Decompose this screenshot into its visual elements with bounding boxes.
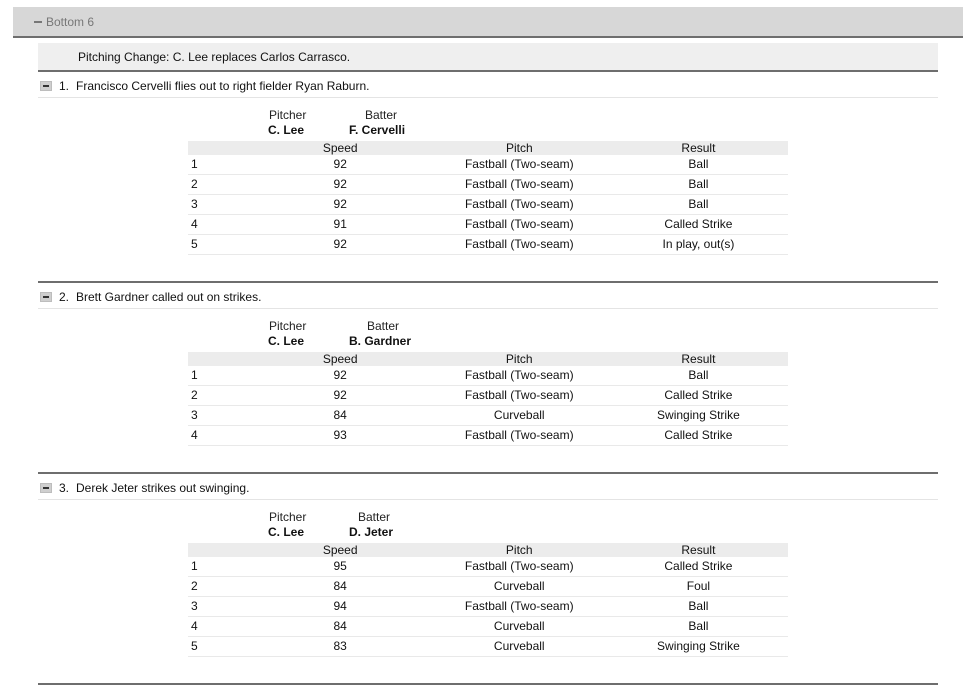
inning-header[interactable] — [13, 7, 963, 38]
pitcher-label: Pitcher — [269, 108, 307, 122]
pitch-result: In play, out(s) — [639, 235, 758, 255]
pitch-number: 5 — [188, 637, 280, 657]
table-row — [188, 577, 788, 597]
pitch-speed: 91 — [280, 215, 399, 235]
collapse-icon[interactable] — [40, 81, 52, 91]
pitch-speed: 84 — [280, 617, 399, 637]
pitch-type: Curveball — [400, 406, 639, 426]
at-bat-header — [38, 286, 938, 309]
pitch-number: 1 — [188, 366, 280, 386]
pitch-table — [188, 141, 788, 255]
pitch-result: Ball — [639, 617, 759, 637]
pitch-number: 1 — [188, 155, 280, 175]
table-row — [188, 637, 788, 657]
table-header-row — [188, 141, 788, 155]
col-header-result: Result — [639, 352, 759, 366]
table-row — [188, 426, 788, 446]
collapse-icon[interactable] — [40, 292, 52, 302]
col-header-speed: Speed — [280, 543, 399, 557]
pitch-result: Called Strike — [639, 426, 759, 446]
collapse-icon[interactable] — [34, 21, 42, 23]
pitch-type: Fastball (Two-seam) — [400, 426, 639, 446]
col-header-spacer — [758, 141, 788, 155]
row-spacer — [758, 557, 788, 577]
at-bat-number: 3. — [59, 481, 70, 495]
table-row — [188, 235, 788, 255]
table-row — [188, 215, 788, 235]
at-bat-number: 2. — [59, 290, 70, 304]
pitch-result: Foul — [639, 577, 759, 597]
pitch-speed: 92 — [280, 235, 399, 255]
batter-name: F. Cervelli — [349, 123, 406, 137]
col-header-number — [188, 543, 280, 557]
at-bat — [38, 75, 938, 283]
pitch-number: 2 — [188, 175, 280, 195]
col-header-result: Result — [639, 543, 759, 557]
pitch-result: Swinging Strike — [639, 637, 759, 657]
row-spacer — [758, 406, 788, 426]
pitch-type: Fastball (Two-seam) — [400, 215, 639, 235]
row-spacer — [758, 155, 788, 175]
pitcher-name: C. Lee — [268, 123, 305, 137]
pitch-result: Ball — [639, 366, 759, 386]
at-bat-header — [38, 75, 938, 98]
table-row — [188, 597, 788, 617]
pitch-result: Ball — [639, 597, 759, 617]
collapse-icon[interactable] — [40, 483, 52, 493]
pitch-speed: 84 — [280, 577, 399, 597]
pitch-number: 3 — [188, 195, 280, 215]
pitch-number: 3 — [188, 406, 280, 426]
pitch-number: 4 — [188, 426, 280, 446]
pitch-type: Curveball — [400, 577, 639, 597]
pitcher-name: C. Lee — [268, 334, 305, 348]
pitch-speed: 92 — [280, 175, 399, 195]
table-row — [188, 386, 788, 406]
row-spacer — [758, 235, 788, 255]
table-header-row — [188, 352, 788, 366]
row-spacer — [758, 577, 788, 597]
col-header-result: Result — [639, 141, 758, 155]
table-row — [188, 617, 788, 637]
pitch-speed: 92 — [280, 366, 399, 386]
at-bat — [38, 477, 938, 689]
pitcher-name: C. Lee — [268, 525, 305, 539]
col-header-spacer — [758, 543, 788, 557]
inning-title: Bottom 6 — [46, 14, 95, 29]
at-bat — [38, 286, 938, 474]
matchup — [38, 510, 938, 544]
col-header-speed: Speed — [280, 141, 399, 155]
pitch-result: Ball — [639, 195, 758, 215]
pitch-type: Fastball (Two-seam) — [400, 195, 639, 215]
pitcher-label: Pitcher — [269, 510, 307, 524]
pitch-type: Fastball (Two-seam) — [400, 366, 639, 386]
col-header-pitch: Pitch — [400, 141, 639, 155]
matchup — [38, 108, 938, 142]
pitch-number: 4 — [188, 617, 280, 637]
col-header-pitch: Pitch — [400, 352, 639, 366]
pitch-number: 2 — [188, 386, 280, 406]
pitch-result: Called Strike — [639, 386, 759, 406]
pitch-number: 4 — [188, 215, 280, 235]
divider — [38, 281, 938, 283]
at-bat-description: Derek Jeter strikes out swinging. — [76, 481, 250, 495]
divider — [38, 472, 938, 474]
table-row — [188, 195, 788, 215]
pitch-number: 2 — [188, 577, 280, 597]
at-bat-description: Brett Gardner called out on strikes. — [76, 290, 262, 304]
pitch-type: Fastball (Two-seam) — [400, 155, 639, 175]
batter-label: Batter — [358, 510, 391, 524]
pitch-number: 3 — [188, 597, 280, 617]
pitch-type: Fastball (Two-seam) — [400, 597, 639, 617]
pitch-type: Curveball — [400, 637, 639, 657]
col-header-number — [188, 141, 280, 155]
pitching-change-note — [38, 43, 938, 72]
pitch-type: Fastball (Two-seam) — [400, 235, 639, 255]
batter-name: B. Gardner — [349, 334, 412, 348]
row-spacer — [758, 386, 788, 406]
table-row — [188, 155, 788, 175]
pitch-result: Swinging Strike — [639, 406, 759, 426]
at-bat-description: Francisco Cervelli flies out to right fielder Ryan Raburn. — [76, 79, 370, 93]
table-row — [188, 406, 788, 426]
col-header-pitch: Pitch — [400, 543, 639, 557]
pitcher-label: Pitcher — [269, 319, 307, 333]
col-header-speed: Speed — [280, 352, 399, 366]
row-spacer — [758, 195, 788, 215]
pitch-type: Fastball (Two-seam) — [400, 557, 639, 577]
row-spacer — [758, 175, 788, 195]
row-spacer — [758, 637, 788, 657]
batter-label: Batter — [365, 108, 398, 122]
pitch-result: Ball — [639, 175, 758, 195]
col-header-number — [188, 352, 280, 366]
pitch-speed: 94 — [280, 597, 399, 617]
pitch-type: Curveball — [400, 617, 639, 637]
pitch-number: 5 — [188, 235, 280, 255]
pitch-speed: 92 — [280, 155, 399, 175]
row-spacer — [758, 617, 788, 637]
pitch-speed: 95 — [280, 557, 399, 577]
pitch-speed: 92 — [280, 195, 399, 215]
batter-label: Batter — [367, 319, 400, 333]
pitch-table — [188, 543, 788, 657]
at-bat-header — [38, 477, 938, 500]
pitching-change-text: Pitching Change: C. Lee replaces Carlos Carrasco. — [78, 49, 351, 64]
pitch-number: 1 — [188, 557, 280, 577]
row-spacer — [758, 597, 788, 617]
pitch-type: Fastball (Two-seam) — [400, 386, 639, 406]
table-header-row — [188, 543, 788, 557]
table-row — [188, 557, 788, 577]
pitch-result: Called Strike — [639, 557, 759, 577]
matchup — [38, 319, 938, 353]
divider — [38, 683, 938, 685]
row-spacer — [758, 426, 788, 446]
table-row — [188, 366, 788, 386]
pitch-speed: 83 — [280, 637, 399, 657]
pitch-result: Ball — [639, 155, 758, 175]
pitch-speed: 92 — [280, 386, 399, 406]
pitch-result: Called Strike — [639, 215, 758, 235]
batter-name: D. Jeter — [349, 525, 394, 539]
pitch-speed: 84 — [280, 406, 399, 426]
col-header-spacer — [758, 352, 788, 366]
pitch-table — [188, 352, 788, 446]
at-bat-number: 1. — [59, 79, 70, 93]
row-spacer — [758, 215, 788, 235]
pitch-speed: 93 — [280, 426, 399, 446]
row-spacer — [758, 366, 788, 386]
table-row — [188, 175, 788, 195]
pitch-type: Fastball (Two-seam) — [400, 175, 639, 195]
